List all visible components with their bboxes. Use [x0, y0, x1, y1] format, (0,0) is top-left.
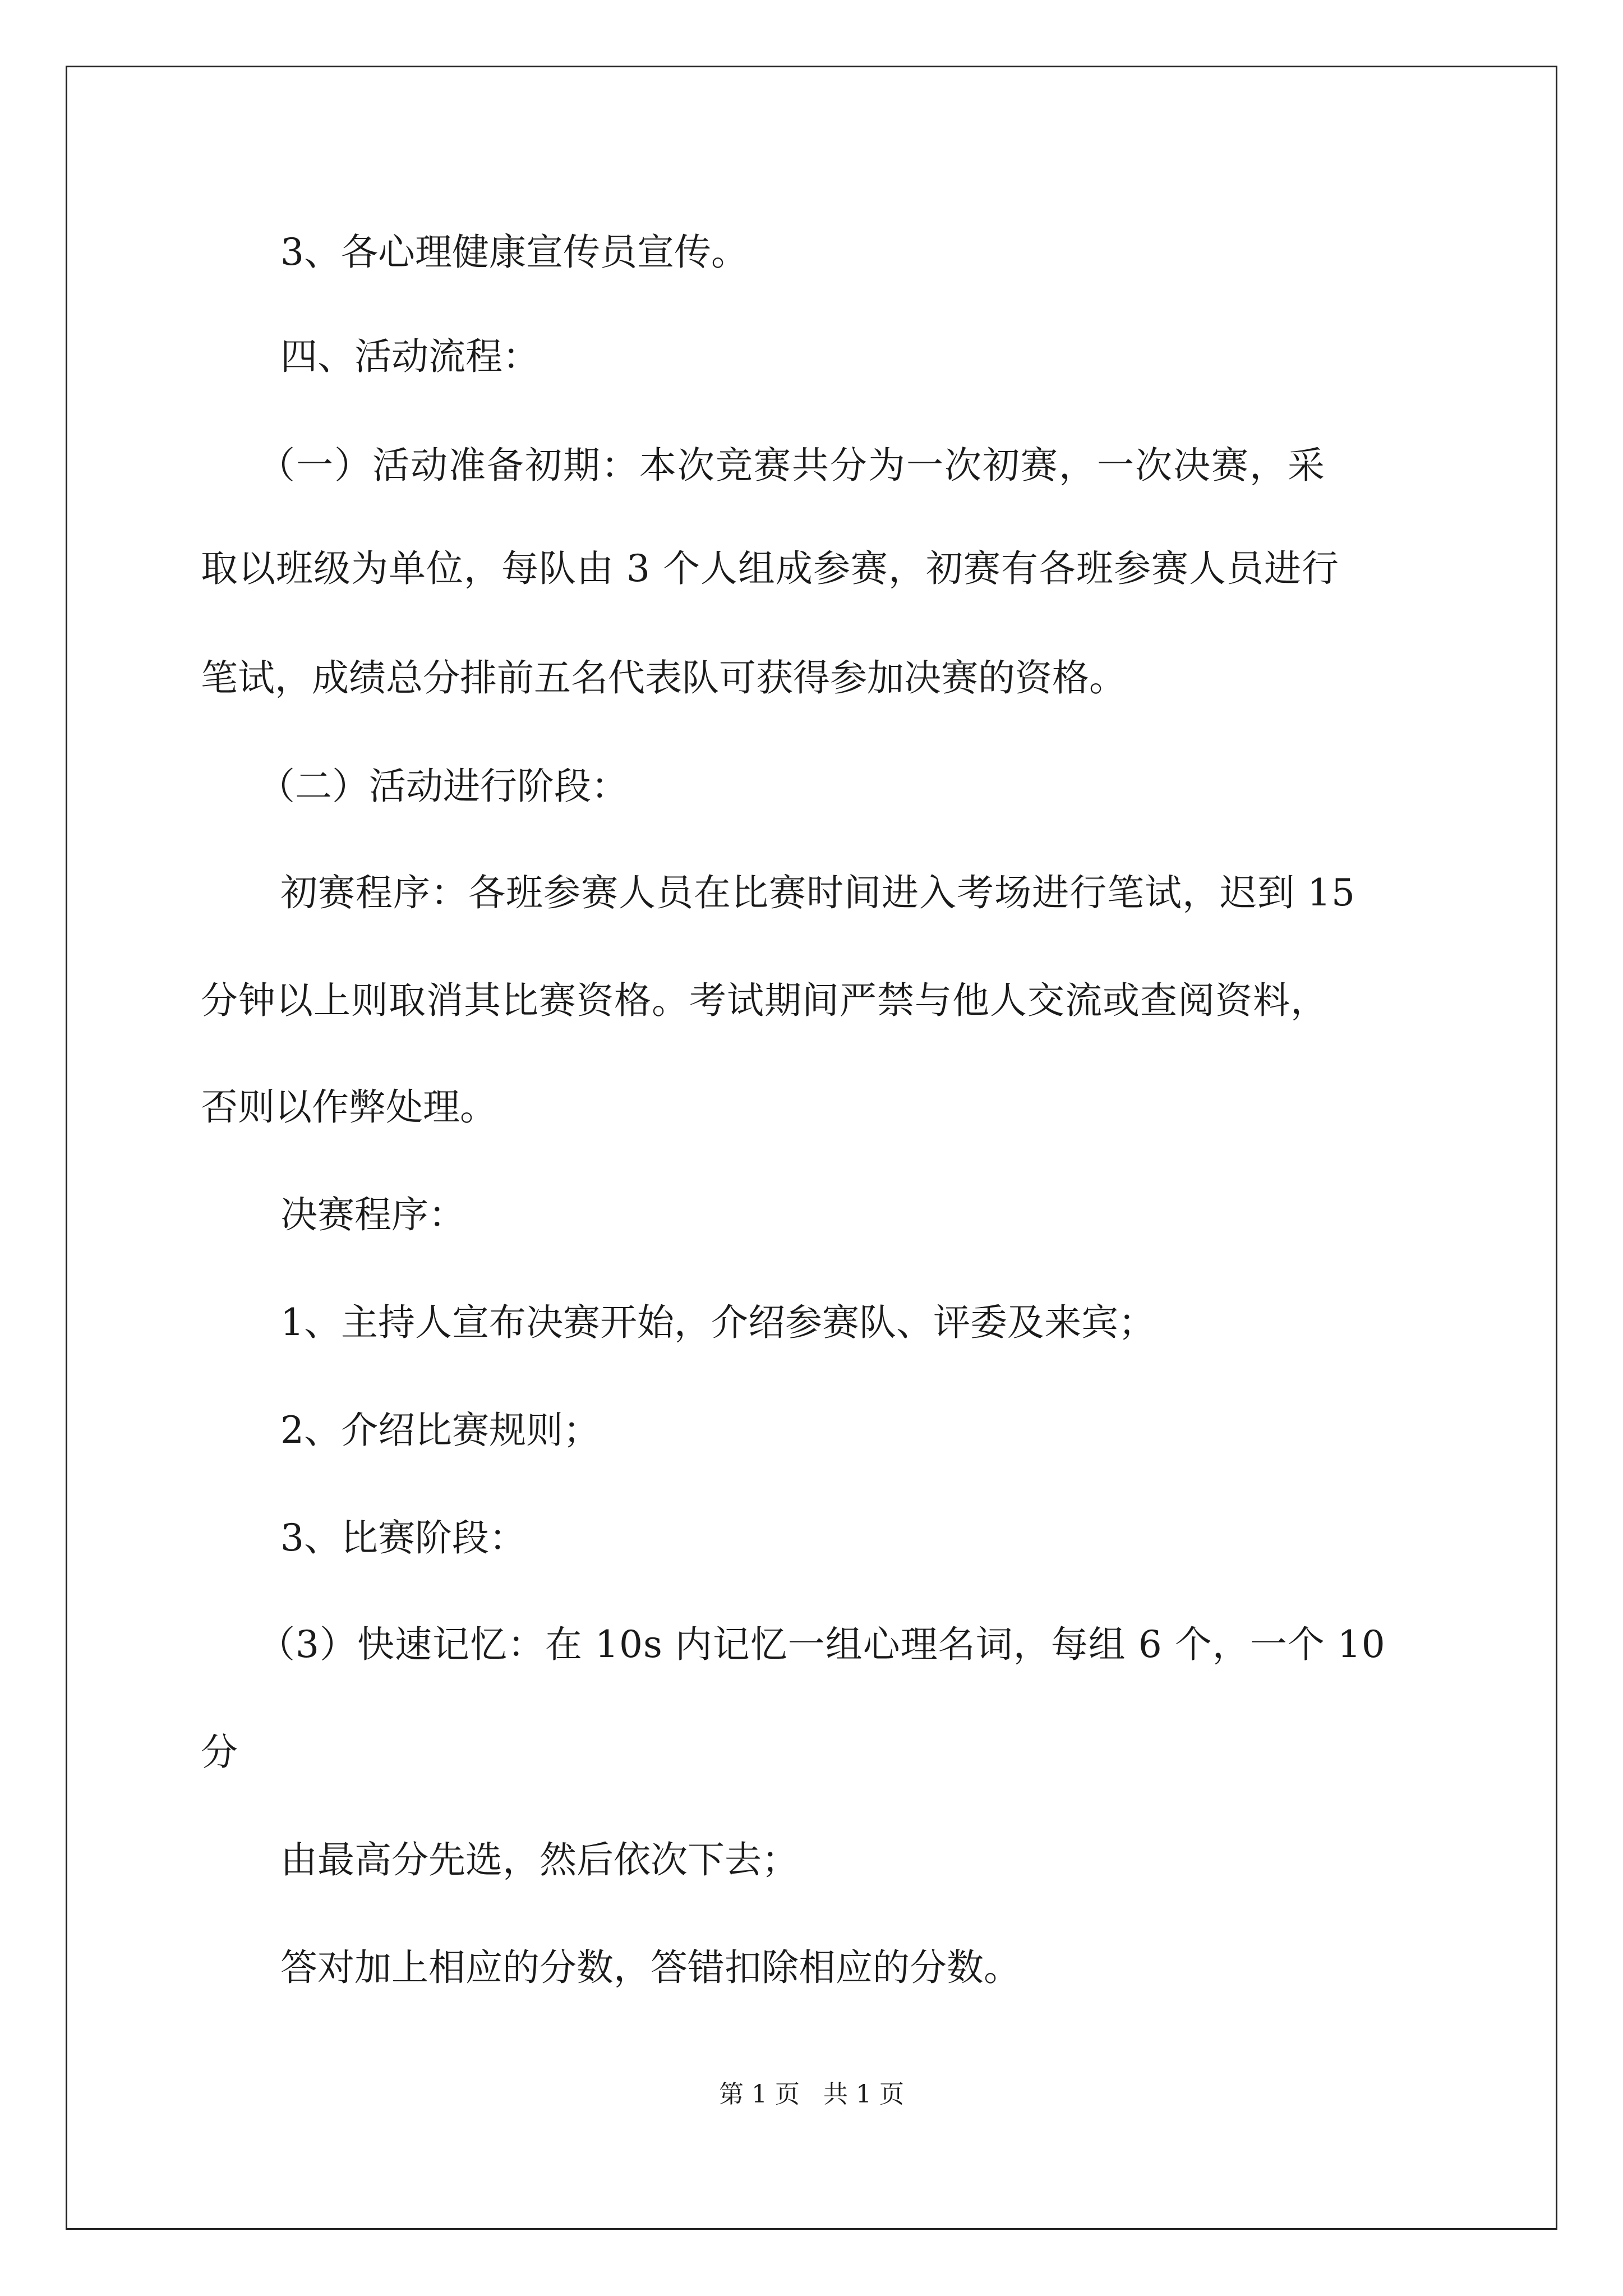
page-border	[66, 66, 1557, 2230]
line-14: （3）快速记忆：在 10s 内记忆一组心理名词，每组 6 个，一个 10	[258, 1623, 1386, 1666]
line-16: 由最高分先选，然后依次下去；	[280, 1838, 799, 1881]
page-number: 第 1 页	[719, 2080, 800, 2109]
page-total: 共 1 页	[823, 2080, 904, 2109]
page-footer	[0, 2074, 1623, 2110]
line-12: 2、介绍比赛规则；	[280, 1409, 600, 1452]
line-5: 笔试，成绩总分排前五名代表队可获得参加决赛的资格。	[201, 656, 1126, 700]
line-9: 否则以作弊处理。	[201, 1085, 497, 1129]
line-3: （一）活动准备初期：本次竞赛共分为一次初赛，一次决赛，采	[258, 444, 1326, 487]
line-15: 分	[201, 1731, 238, 1774]
line-4: 取以班级为单位，每队由 3 个人组成参赛，初赛有各班参赛人员进行	[201, 547, 1339, 590]
line-6: （二）活动进行阶段：	[258, 765, 628, 808]
line-11: 1、主持人宣布决赛开始，介绍参赛队、评委及来宾；	[280, 1301, 1155, 1344]
line-17: 答对加上相应的分数，答错扣除相应的分数。	[280, 1946, 1021, 1989]
line-1: 3、各心理健康宣传员宣传。	[280, 231, 748, 274]
line-2: 四、活动流程：	[280, 335, 540, 378]
line-8: 分钟以上则取消其比赛资格。考试期间严禁与他人交流或查阅资料，	[201, 979, 1328, 1022]
line-7: 初赛程序：各班参赛人员在比赛时间进入考场进行笔试，迟到 15	[280, 871, 1355, 914]
line-10: 决赛程序：	[280, 1193, 465, 1236]
line-13: 3、比赛阶段：	[280, 1516, 526, 1559]
